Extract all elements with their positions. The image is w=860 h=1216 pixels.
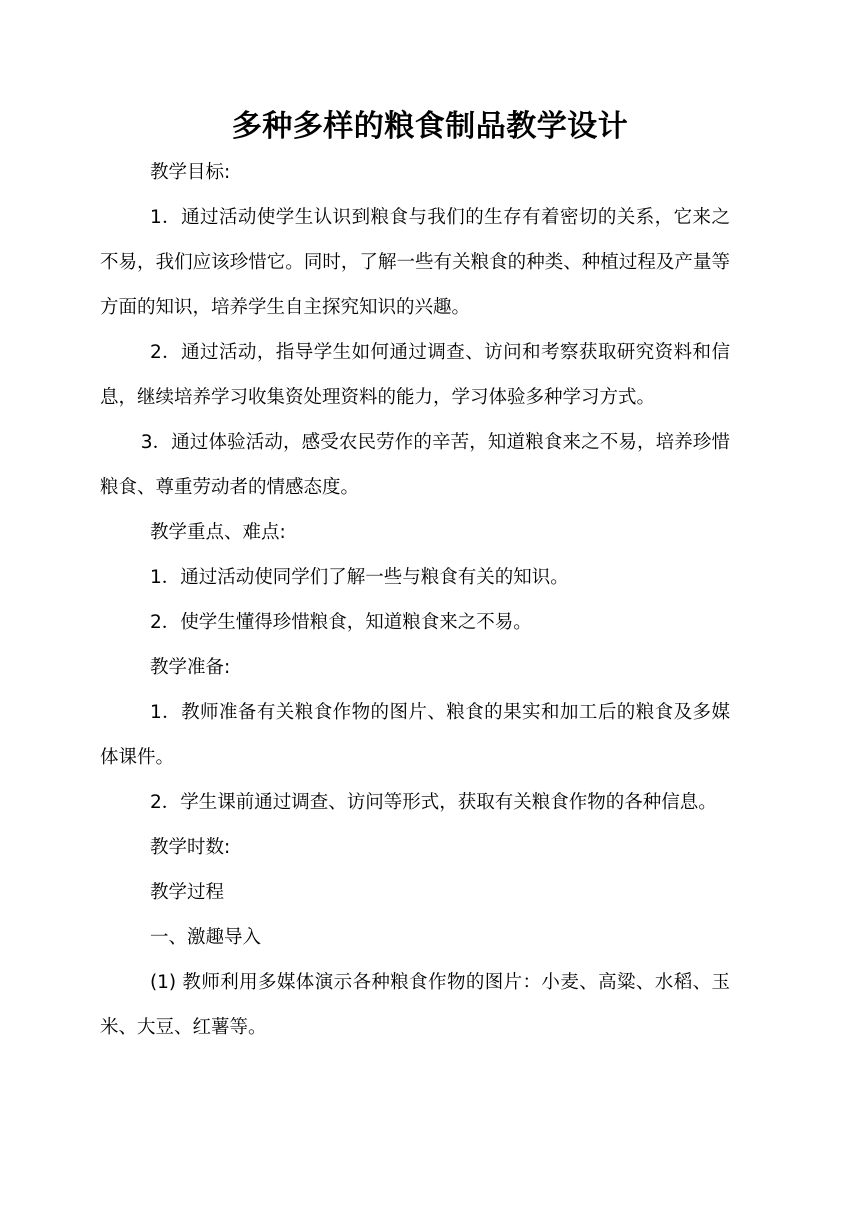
key-point-paragraph-1: 1．通过活动使同学们了解一些与粮食有关的知识。 — [149, 567, 569, 588]
key-point-paragraph-2: 2．使学生懂得珍惜粮食，知道粮食来之不易。 — [149, 612, 532, 633]
preparation-paragraph-1: 1．教师准备有关粮食作物的图片、粮食的果实和加工后的粮食及多媒体课件。 — [100, 702, 730, 768]
process-step-heading-1: 一、激趣导入 — [149, 927, 261, 948]
section-heading-objectives: 教学目标: — [149, 162, 231, 183]
section-heading-hours: 教学时数: — [149, 837, 231, 858]
document-title: 多种多样的粮食制品教学设计 — [231, 109, 629, 144]
section-heading-key-points: 教学重点、难点: — [149, 522, 286, 543]
section-heading-preparation: 教学准备: — [149, 657, 231, 678]
objective-paragraph-2: 2．通过活动，指导学生如何通过调查、访问和考察获取研究资料和信息，继续培养学习收集资处理资料的能力，学习体验多种学习方式。 — [100, 342, 730, 408]
objective-paragraph-3: 3．通过体验活动，感受农民劳作的辛苦，知道粮食来之不易，培养珍惜粮食、尊重劳动者的情感态度。 — [100, 432, 730, 498]
section-heading-process: 教学过程 — [149, 882, 224, 903]
process-paragraph-1: (1) 教师利用多媒体演示各种粮食作物的图片：小麦、高粱、水稻、玉米、大豆、红薯等。 — [100, 972, 730, 1038]
document-body — [100, 150, 730, 1050]
objective-paragraph-1: 1．通过活动使学生认识到粮食与我们的生存有着密切的关系，它来之不易，我们应该珍惜它。同时，了解一些有关粮食的种类、种植过程及产量等方面的知识，培养学生自主探究知识的兴趣。 — [100, 207, 730, 318]
preparation-paragraph-2: 2．学生课前通过调查、访问等形式，获取有关粮食作物的各种信息。 — [149, 792, 717, 813]
